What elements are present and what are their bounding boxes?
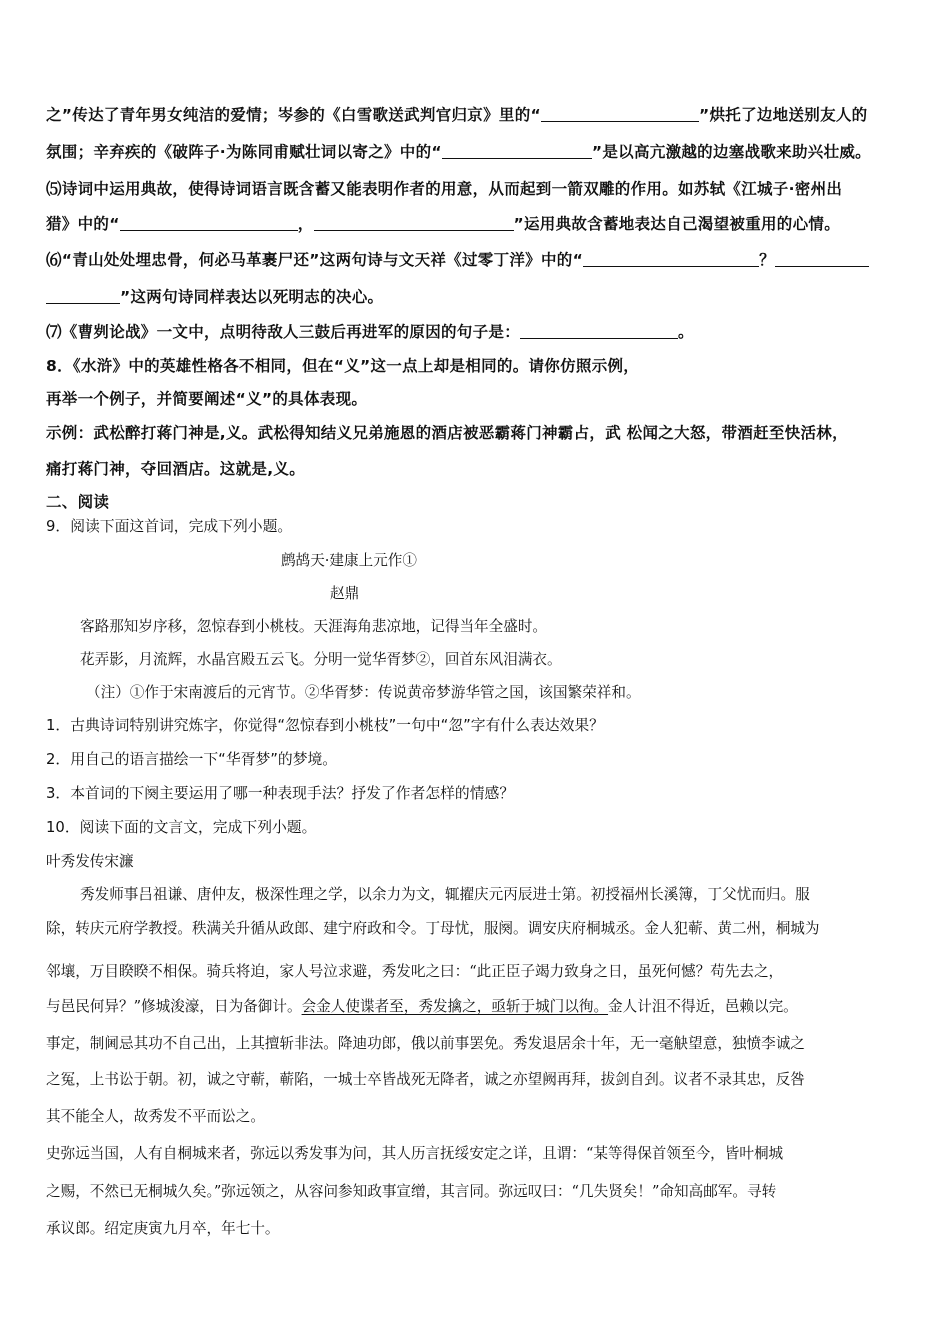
answer-blank[interactable] — [520, 324, 678, 339]
poem-author: 赵鼎 — [330, 585, 360, 602]
text-line: 氛围；辛弃疾的《破阵子·为陈同甫赋壮词以寄之》中的“ ”是以高亢激越的边塞战歌来助兴壮威。 — [46, 143, 871, 161]
poem-line: 客路那知岁序移，忽惊春到小桃枝。天涯海角悲凉地，记得当年全盛时。 — [80, 618, 548, 635]
answer-blank[interactable] — [442, 144, 592, 159]
answer-blank[interactable] — [314, 216, 514, 231]
poem-title: 鹧鸪天·建康上元作① — [281, 552, 417, 569]
poem-line: 花弄影，月流辉，水晶宫殿五云飞。分明一觉华胥梦②，回首东风泪满衣。 — [80, 651, 562, 668]
question-9: 9．阅读下面这首词，完成下列小题。 — [46, 518, 293, 535]
sub-question: 1．古典诗词特别讲究炼字，你觉得“忽惊春到小桃枝”一句中“忽”字有什么表达效果？ — [46, 717, 604, 734]
question-5: ⑸诗词中运用典故，使得诗词语言既含蓄又能表明作者的用意，从而起到一箭双雕的作用。如苏轼《江城子·密州出 — [46, 180, 843, 198]
poem-note: （注）①作于宋南渡后的元宵节。②华胥梦：传说黄帝梦游华管之国，该国繁荣祥和。 — [86, 684, 641, 701]
sub-question: 2．用自己的语言描绘一下“华胥梦”的梦境。 — [46, 751, 338, 768]
question-7: ⑺《曹刿论战》一文中，点明待敌人三鼓后再进军的原因的句子是： 。 — [46, 323, 694, 341]
passage-line: 史弥远当国，人有自桐城来者，弥远以秀发事为问，其人历言抚绥安定之详，且谓：“某等得保首领至今，皆叶桐城 — [46, 1145, 784, 1162]
passage-line: 其不能全人，故秀发不平而讼之。 — [46, 1108, 265, 1125]
question-8: 8．《水浒》中的英雄性格各不相同，但在“义”这一点上却是相同的。请你仿照示例， — [46, 357, 640, 375]
answer-blank[interactable] — [120, 216, 298, 231]
example-text: 示例：武松醉打蒋门神是,义。武松得知结义兄弟施恩的酒店被恶霸蒋门神霸占，武 松闻之大怒，带酒赶至快活林， — [46, 424, 848, 442]
text-line: 之”传达了青年男女纯洁的爱情；岑参的《白雪歌送武判官归京》里的“ ”烘托了边地送别友人的 — [46, 106, 868, 124]
answer-blank[interactable] — [583, 252, 759, 267]
passage-line: 与邑民何异？”修城浚濠，日为备御计。会金人使谍者至，秀发擒之，亟斩于城门以徇。金人计沮不得近，邑赖以完。 — [46, 998, 798, 1015]
answer-blank[interactable] — [541, 107, 699, 122]
answer-blank[interactable] — [46, 289, 120, 304]
passage-line: 秀发师事吕祖谦、唐仲友，极深性理之学，以余力为文，辄擢庆元丙辰进士第。初授福州长溪簿，丁父忧而归。服 — [80, 886, 810, 903]
question-10: 10．阅读下面的文言文，完成下列小题。 — [46, 819, 317, 836]
passage-line: 事定，制阃忌其功不自己出，上其擅斩非法。降迪功郎，俄以前事罢免。秀发退居余十年，无一毫觖望意，独愤李诚之 — [46, 1035, 805, 1052]
text-line: ”这两句诗同样表达以死明志的决心。 — [46, 285, 383, 307]
question-6: ⑹“青山处处埋忠骨，何必马革裹尸还”这两句诗与文天祥《过零丁洋》中的“ ？ — [46, 248, 869, 270]
section-heading: 二、阅读 — [46, 493, 110, 511]
text-line: 再举一个例子，并简要阐述“义”的具体表现。 — [46, 390, 368, 408]
sub-question: 3．本首词的下阕主要运用了哪一种表现手法？抒发了作者怎样的情感？ — [46, 785, 515, 802]
passage-title: 叶秀发传宋濂 — [46, 853, 134, 870]
passage-line: 之冤，上书讼于朝。初，诚之守蕲，蕲陷，一城士卒皆战死无降者，诚之亦望阙再拜，拔剑自刭。议者不录其忠，反咎 — [46, 1071, 805, 1088]
passage-line: 除，转庆元府学教授。秩满关升循从政郎、建宁府政和令。丁母忧，服阕。调安庆府桐城丞。金人犯蕲、黄二州，桐城为 — [46, 920, 820, 937]
underlined-sentence: 会金人使谍者至，秀发擒之，亟斩于城门以徇。 — [301, 998, 609, 1015]
passage-line: 之赐，不然已无桐城久矣。”弥远领之，从容问参知政事宣缯，其言同。弥远叹曰：“几失贤矣！”命知高邮军。寻转 — [46, 1183, 777, 1200]
answer-blank[interactable] — [775, 252, 869, 267]
passage-line: 承议郎。绍定庚寅九月卒，年七十。 — [46, 1220, 280, 1237]
example-text: 痛打蒋门神，夺回酒店。这就是,义。 — [46, 460, 305, 478]
passage-line: 邻壤，万目睽睽不相保。骑兵将迫，家人号泣求避，秀发叱之曰：“此正臣子竭力致身之日，虽死何憾？苟先去之， — [46, 963, 784, 980]
text-line: 猎》中的“ ， ”运用典故含蓄地表达自己渴望被重用的心情。 — [46, 215, 840, 233]
